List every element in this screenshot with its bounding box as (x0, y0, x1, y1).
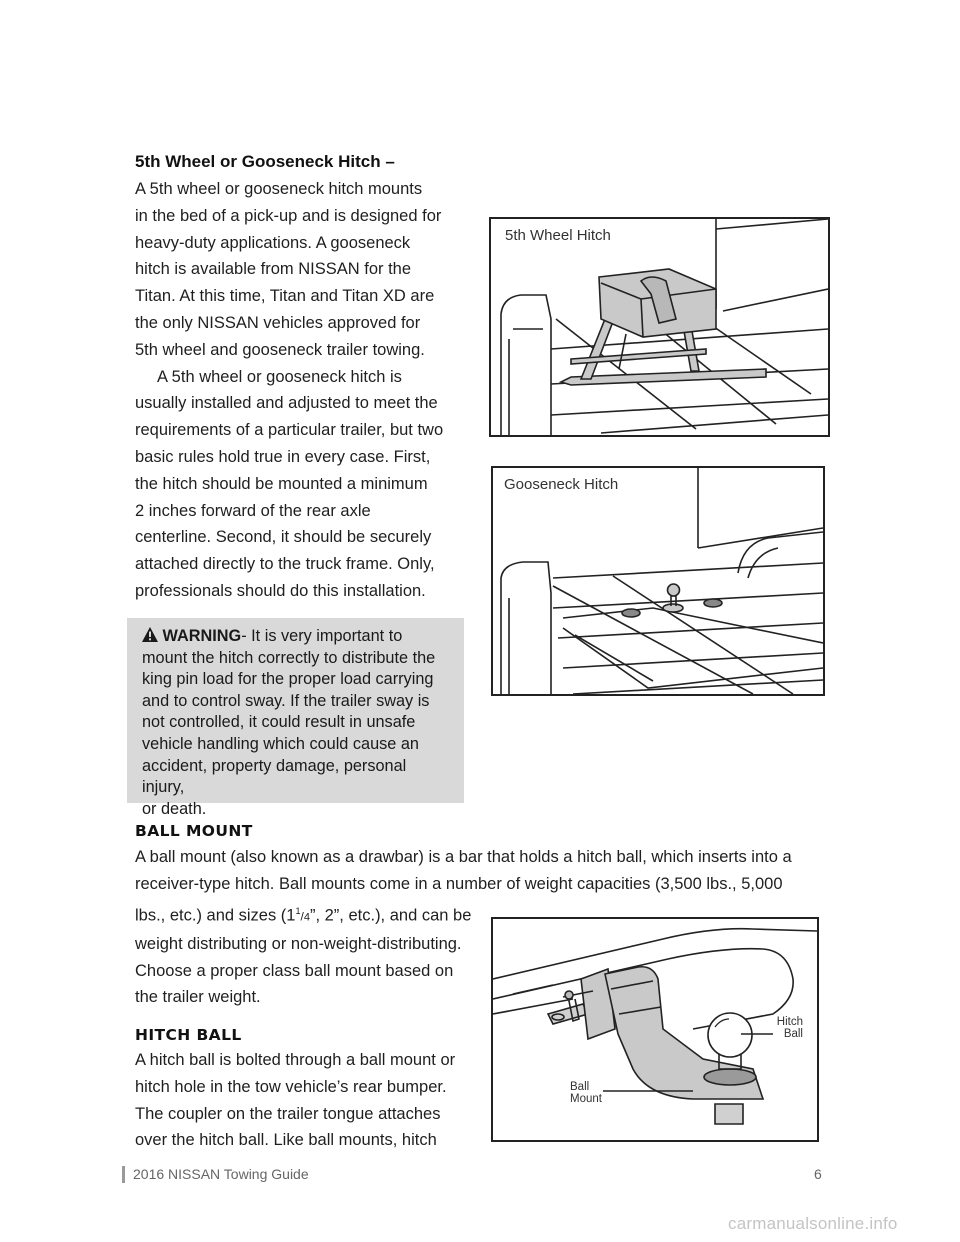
paragraph-line: Titan. At this time, Titan and Titan XD are (135, 287, 435, 306)
callout-line: Hitch (776, 1016, 803, 1028)
paragraph-line: in the bed of a pick-up and is designed for (135, 206, 442, 225)
paragraph-line: over the hitch ball. Like ball mounts, hitch (135, 1131, 437, 1150)
paragraph-line: A ball mount (also known as a drawbar) is a bar that holds a hitch ball, which inserts into a (135, 848, 792, 866)
paragraph-line: weight distributing or non-weight-distributing. (135, 934, 462, 953)
warning-line: king pin load for the proper load carrying (142, 670, 434, 689)
paragraph-line: basic rules hold true in every case. First, (135, 447, 431, 466)
warning-text: - It is very important to (241, 627, 403, 645)
paragraph-line: usually installed and adjusted to meet the (135, 394, 438, 413)
section-title-ball-mount: BALL MOUNT (135, 822, 253, 840)
footer-divider (122, 1166, 125, 1183)
paragraph-line: A 5th wheel or gooseneck hitch mounts (135, 180, 423, 198)
paragraph-line: The coupler on the trailer tongue attaches (135, 1104, 441, 1123)
paragraph-line: receiver-type hitch. Ball mounts come in a number of weight capacities (3,500 lbs., 5,000 (135, 874, 783, 893)
fifth-wheel-body (135, 176, 465, 605)
warning-line: mount the hitch correctly to distribute the (142, 648, 436, 667)
warning-icon (142, 627, 158, 642)
callout-line: Ball (783, 1028, 803, 1040)
fraction-numerator: 1 (295, 905, 301, 916)
page-number: 6 (814, 1166, 822, 1182)
paragraph-line: 2 inches forward of the rear axle (135, 501, 371, 520)
warning-line: accident, property damage, personal injury, (142, 756, 407, 797)
paragraph-line: requirements of a particular trailer, but two (135, 421, 444, 440)
gooseneck-illustration (493, 468, 823, 694)
paragraph-line: Choose a proper class ball mount based on (135, 961, 454, 980)
paragraph-line: A hitch ball is bolted through a ball mount or (135, 1051, 456, 1069)
paragraph-text: ”, 2”, etc.), and can be (309, 906, 472, 925)
warning-line: not controlled, it could result in unsafe (142, 713, 416, 732)
paragraph-line: A 5th wheel or gooseneck hitch is (157, 367, 402, 386)
paragraph-line: centerline. Second, it should be securely (135, 528, 432, 547)
section-title-hitch-ball: HITCH BALL (135, 1026, 242, 1044)
paragraph-text: lbs., etc.) and sizes (1 (135, 906, 296, 925)
fifth-wheel-hitch-figure (489, 217, 830, 437)
warning-line: or death. (142, 799, 207, 818)
gooseneck-hitch-figure (491, 466, 825, 696)
paragraph-line: the only NISSAN vehicles approved for (135, 313, 421, 332)
footer-title: 2016 NISSAN Towing Guide (133, 1166, 309, 1182)
paragraph-line: the trailer weight. (135, 988, 261, 1007)
paragraph-line: the hitch should be mounted a minimum (135, 474, 428, 493)
paragraph-line: hitch is available from NISSAN for the (135, 260, 412, 279)
ball-mount-illustration (493, 919, 817, 1140)
hitch-ball-body (135, 1047, 480, 1154)
warning-line (142, 626, 450, 648)
warning-line: and to control sway. If the trailer sway is (142, 691, 430, 710)
paragraph-line: hitch hole in the tow vehicle’s rear bumper. (135, 1077, 447, 1096)
ball-mount-callout (570, 1081, 602, 1105)
warning-line: vehicle handling which could cause an (142, 734, 419, 753)
ball-mount-figure (491, 917, 819, 1142)
fifth-wheel-caption: 5th Wheel Hitch (505, 227, 611, 244)
hitch-ball-callout (777, 1016, 803, 1040)
paragraph-line: heavy-duty applications. A gooseneck (135, 233, 411, 252)
gooseneck-caption: Gooseneck Hitch (504, 476, 619, 493)
warning-box (127, 618, 464, 818)
paragraph-line: attached directly to the truck frame. Only, (135, 555, 435, 574)
warning-label: WARNING (162, 627, 242, 645)
callout-line: Ball (570, 1081, 590, 1093)
section-title-fifth-wheel: 5th Wheel or Gooseneck Hitch – (135, 152, 395, 171)
paragraph-line: lbs., etc.) and sizes ($1^1/4$”, 2”, etc.), and can be (135, 905, 472, 925)
paragraph-line: professionals should do this installation. (135, 581, 426, 600)
watermark: carmanualsonline.info (728, 1214, 898, 1233)
callout-line: Mount (570, 1093, 602, 1105)
fraction-denominator: 4 (303, 911, 310, 924)
paragraph-line: 5th wheel and gooseneck trailer towing. (135, 340, 425, 359)
fifth-wheel-illustration (491, 219, 828, 435)
